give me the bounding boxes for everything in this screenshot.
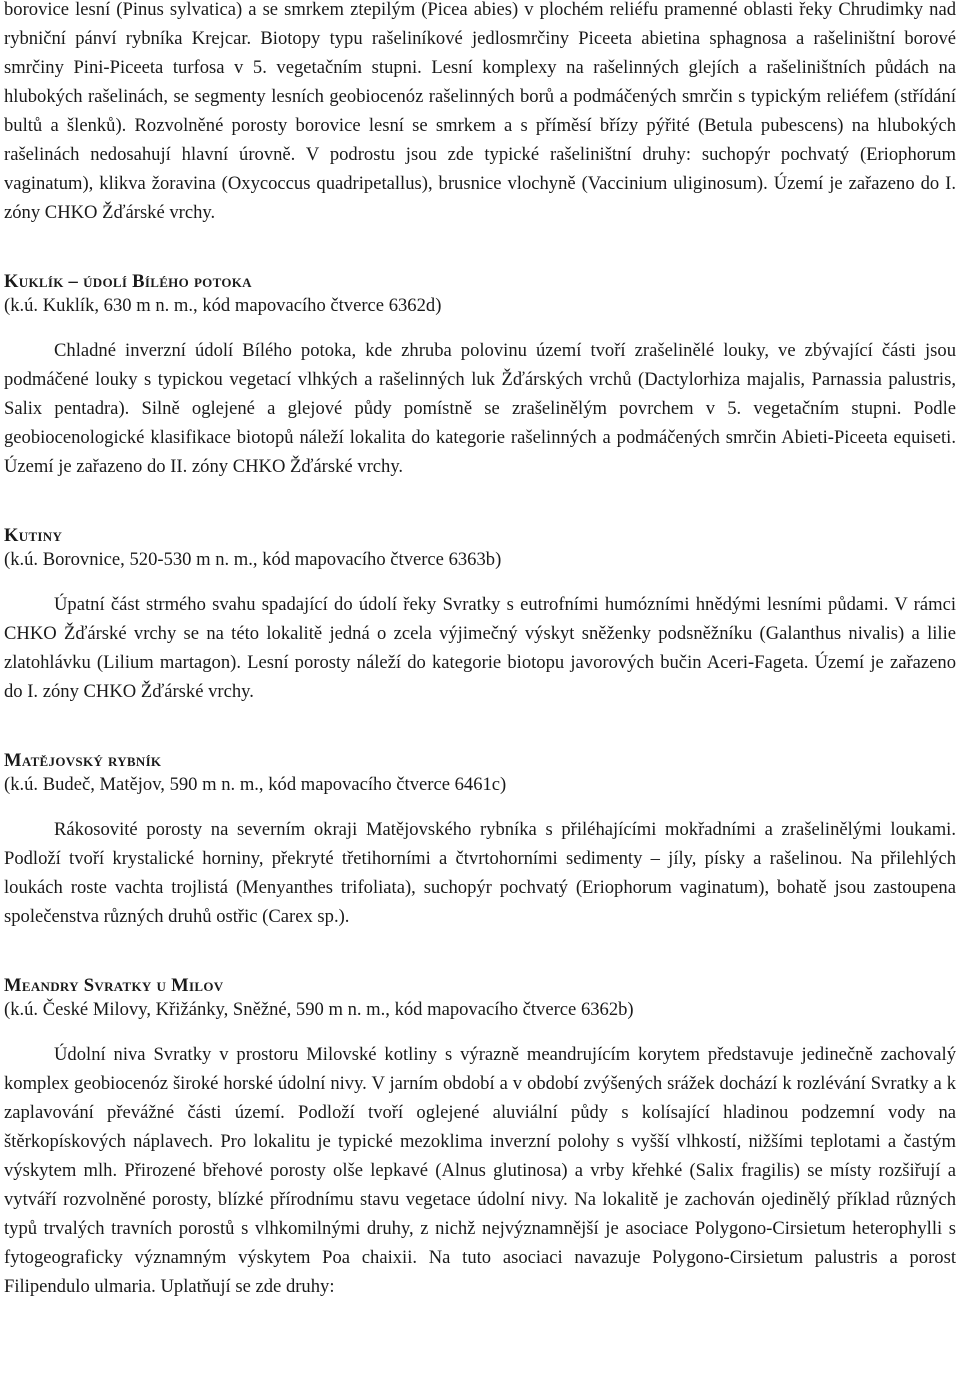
intro-paragraph: borovice lesní (Pinus sylvatica) a se smrkem ztepilým (Picea abies) v plochém reliéfu pramenné oblasti řeky Chrudimky nad rybniční pánví rybníka Krejcar. Biotopy typu rašeliníkové jedlosmrčiny Piceeta abietina sphagnosa a rašeliništní borové smrčiny Pini-Piceeta turfosa v 5. vegetačním stupni. Lesní komplexy na rašelinných glejích a rašeliništních půdách na hlubokých rašelinách, se segmenty lesních geobiocenóz rašelinných borů a podmáčených smrčin s typickým reliéfem (střídání bultů a šlenků). Rozvolněné porosty borovice lesní se smrkem a s příměsí břízy pýřité (Betula pubescens) na hlubokých rašelinách nedosahují hlavní úrovně. V podrostu jsou zde typické rašeliništní druhy: suchopýr pochvatý (Eriophorum vaginatum), klikva žoravina (Oxycoccus quadripetallus), brusnice vlochyně (Vaccinium uliginosum). Území je zařazeno do I. zóny CHKO Žďárské vrchy. (4, 0, 956, 223)
section-body: Rákosovité porosty na severním okraji Matějovského rybníka s přiléhajícími mokřadními a zrašelinělými loukami. Podloží tvoří krystalické horniny, překryté třetihorními a čtvrtohorními sedimenty – jíly, písky a rašelinou. Na přilehlých loukách roste vachta trojlistá (Menyanthes trifoliata), suchopýr pochvatý (Eriophorum vaginatum), bohatě jsou zastoupena společenstva různých druhů ostřic (Carex sp.). (4, 819, 956, 927)
section-body: Úpatní část strmého svahu spadající do údolí řeky Svratky s eutrofními humózními hnědými lesními půdami. V rámci CHKO Žďárské vrchy se na této lokalitě jedná o zcela výjimečný výskyt sněženky podsněžníku (Galanthus nivalis) a lilie zlatohlávku (Lilium martagon). Lesní porosty náleží do kategorie biotopu javorových bučin Aceri-Fageta. Území je zařazeno do I. zóny CHKO Žďárské vrchy. (4, 594, 956, 702)
section-kutiny (4, 525, 956, 706)
section-kuklik (4, 271, 956, 481)
section-body: Chladné inverzní údolí Bílého potoka, kde zhruba polovinu území tvoří zrašelinělé louky, ve zbývající části jsou podmáčené louky s typickou vegetací vlhkých a rašelinných luk Žďárských vrchů (Dactylorhiza majalis, Parnassia palustris, Salix pentadra). Silně oglejené a glejové půdy pomístně se zrašelinělým povrchem v 5. vegetačním stupni. Podle geobiocenologické klasifikace biotopů náleží lokalita do kategorie rašelinných a podmáčených smrčin Abieti-Piceeta equiseti. Území je zařazeno do II. zóny CHKO Žďárské vrchy. (4, 340, 956, 477)
section-matejovsky-rybnik (4, 750, 956, 931)
section-title: Kuklík – údolí Bílého potoka (4, 271, 252, 292)
section-title: Matějovský rybník (4, 750, 162, 771)
section-meta: (k.ú. Borovnice, 520-530 m n. m., kód mapovacího čtverce 6363b) (4, 549, 502, 570)
section-meandry-svratky (4, 975, 956, 1301)
section-title: Meandry Svratky u Milov (4, 975, 224, 996)
section-meta: (k.ú. Kuklík, 630 m n. m., kód mapovacího čtverce 6362d) (4, 295, 442, 316)
section-body: Údolní niva Svratky v prostoru Milovské kotliny s výrazně meandrujícím korytem představuje jedinečně zachovalý komplex geobiocenóz široké horské údolní nivy. V jarním období a v období zvýšených srážek dochází k rozlévání Svratky a k zaplavování převážné části území. Podloží tvoří oglejené aluviální půdy s kolísající hladinou podzemní vody na štěrkopískových náplavech. Pro lokalitu je typické mezoklima inverzní polohy s vyšší vlhkostí, nižšími teplotami a častým výskytem mlh. Přirozené břehové porosty olše lepkavé (Alnus glutinosa) a vrby křehké (Salix fragilis) se místy rozšiřují a vytváří rozvolněné porosty, blízké přírodnímu stavu vegetace údolní nivy. Na lokalitě je zachován ojedinělý příklad různých typů trvalých travních porostů s vlhkomilnými druhy, z nichž nejvýznamnější je asociace Polygono-Cirsietum heterophylli s fytogeograficky významným výskytem Poa chaixii. Na tuto asociaci navazuje Polygono-Cirsietum palustris a porost Filipendulo ulmaria. Uplatňují se zde druhy: (4, 1044, 956, 1297)
section-meta: (k.ú. České Milovy, Křižánky, Sněžné, 590 m n. m., kód mapovacího čtverce 6362b) (4, 999, 634, 1020)
section-meta: (k.ú. Budeč, Matějov, 590 m n. m., kód mapovacího čtverce 6461c) (4, 774, 507, 795)
document-page (4, 0, 956, 1301)
section-title: Kutiny (4, 525, 63, 546)
